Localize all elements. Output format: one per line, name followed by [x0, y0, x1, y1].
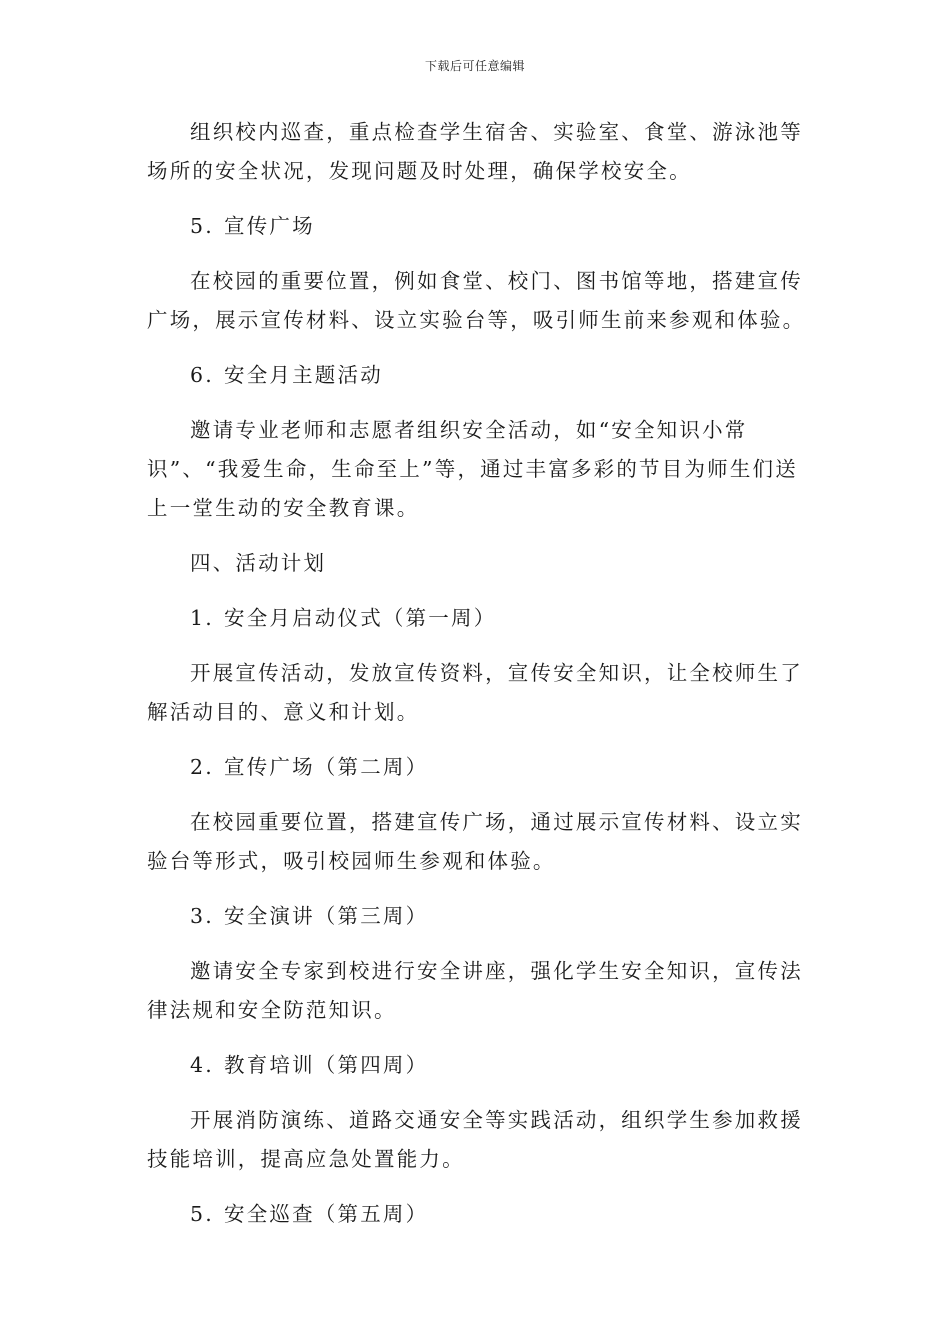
heading-number: 3. — [190, 904, 214, 928]
heading-text: 安全演讲（第三周） — [224, 904, 429, 928]
paragraph: 开展宣传活动，发放宣传资料，宣传安全知识，让全校师生了解活动目的、意义和计划。 — [147, 661, 803, 724]
section-heading — [147, 207, 807, 246]
heading-text: 教育培训（第四周） — [224, 1053, 429, 1077]
section-heading — [147, 748, 807, 787]
heading-number: 6. — [190, 363, 214, 387]
paragraph: 组织校内巡查，重点检查学生宿舍、实验室、食堂、游泳池等场所的安全状况，发现问题及时处理，确保学校安全。 — [147, 120, 803, 183]
paragraph: 在校园重要位置，搭建宣传广场，通过展示宣传材料、设立实验台等形式，吸引校园师生参观和体验。 — [147, 810, 803, 873]
document-body — [147, 113, 807, 1250]
heading-text: 安全月主题活动 — [224, 363, 383, 387]
heading-number: 5. — [190, 1202, 214, 1226]
heading-text: 宣传广场（第二周） — [224, 755, 429, 779]
heading-text: 四、活动计划 — [190, 551, 327, 575]
paragraph: 邀请安全专家到校进行安全讲座，强化学生安全知识，宣传法律法规和安全防范知识。 — [147, 959, 803, 1022]
heading-text: 安全月启动仪式（第一周） — [224, 606, 497, 630]
heading-number: 5. — [190, 214, 214, 238]
section-heading — [147, 1046, 807, 1085]
paragraph: 在校园的重要位置，例如食堂、校门、图书馆等地，搭建宣传广场，展示宣传材料、设立实验台等，吸引师生前来参观和体验。 — [147, 269, 806, 332]
section-heading — [147, 599, 807, 638]
heading-number: 2. — [190, 755, 214, 779]
section-heading — [147, 1195, 807, 1234]
header-note: 下载后可任意编辑 — [424, 59, 525, 73]
section-heading — [147, 897, 807, 936]
chapter-heading — [147, 544, 807, 583]
heading-number: 4. — [190, 1053, 214, 1077]
heading-number: 1. — [190, 606, 214, 630]
heading-text: 宣传广场 — [224, 214, 315, 238]
paragraph: 开展消防演练、道路交通安全等实践活动，组织学生参加救援技能培训，提高应急处置能力。 — [147, 1108, 803, 1171]
section-heading — [147, 356, 807, 395]
heading-text: 安全巡查（第五周） — [224, 1202, 429, 1226]
paragraph: 邀请专业老师和志愿者组织安全活动，如“安全知识小常识”、“我爱生命，生命至上”等，通过丰富多彩的节目为师生们送上一堂生动的安全教育课。 — [147, 418, 798, 520]
